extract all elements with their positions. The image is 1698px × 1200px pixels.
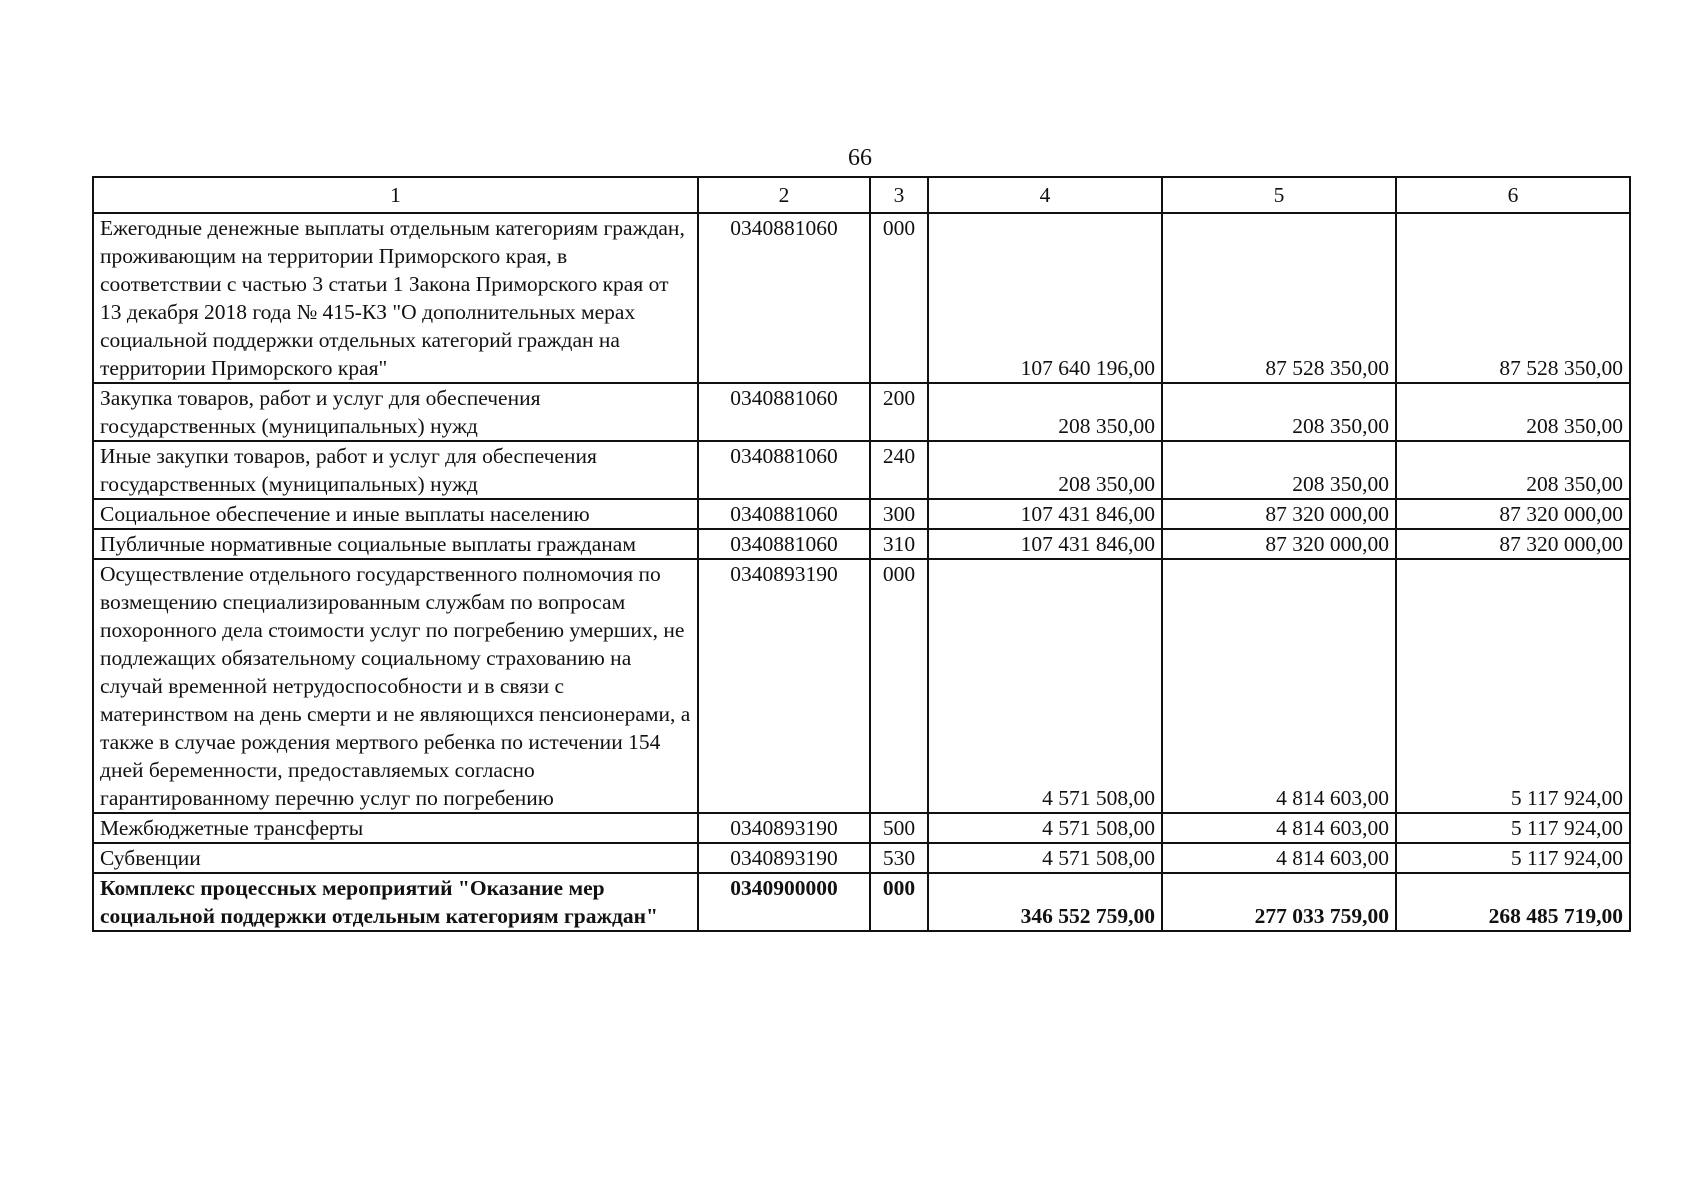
row-amount-year3: 268 485 719,00 [1396,873,1630,931]
row-expense-type: 310 [870,529,928,559]
row-expense-type: 200 [870,383,928,441]
row-amount-year2: 87 320 000,00 [1162,529,1396,559]
table-row [93,499,1630,529]
table-row [93,813,1630,843]
row-amount-year3: 87 320 000,00 [1396,529,1630,559]
column-header: 1 [93,177,698,213]
table-row [93,559,1630,813]
row-amount-year2: 208 350,00 [1162,441,1396,499]
row-name: Публичные нормативные социальные выплаты гражданам [93,529,698,559]
row-target-code: 0340881060 [698,213,870,383]
row-amount-year3: 5 117 924,00 [1396,843,1630,873]
row-amount-year2: 4 814 603,00 [1162,813,1396,843]
table-row [93,213,1630,383]
row-amount-year2: 87 320 000,00 [1162,499,1396,529]
row-amount-year3: 5 117 924,00 [1396,813,1630,843]
row-amount-year1: 208 350,00 [928,441,1162,499]
row-amount-year1: 107 431 846,00 [928,529,1162,559]
row-name: Закупка товаров, работ и услуг для обеспечения государственных (муниципальных) нужд [93,383,698,441]
row-name: Осуществление отдельного государственного полномочия по возмещению специализированным службам по вопросам похоронного дела стоимости услуг по погребению умерших, не подлежащих обязательному социальному страхованию на случай временной нетрудоспособности и в связи с материнством на день смерти и не являющихся пенсионерами, а также в случае рождения мертвого ребенка по истечении 154 дней беременности, предоставляемых согласно гарантированному перечню услуг по погребению [93,559,698,813]
row-expense-type: 000 [870,213,928,383]
row-expense-type: 240 [870,441,928,499]
row-name: Межбюджетные трансферты [93,813,698,843]
budget-table [92,176,1631,932]
row-target-code: 0340881060 [698,529,870,559]
row-target-code: 0340900000 [698,873,870,931]
row-amount-year2: 4 814 603,00 [1162,843,1396,873]
column-header: 6 [1396,177,1630,213]
table-header-row [93,177,1630,213]
row-amount-year1: 346 552 759,00 [928,873,1162,931]
row-target-code: 0340881060 [698,441,870,499]
column-header: 2 [698,177,870,213]
row-amount-year3: 87 528 350,00 [1396,213,1630,383]
row-expense-type: 000 [870,559,928,813]
page-number: 66 [848,145,872,171]
table-row [93,383,1630,441]
row-amount-year2: 277 033 759,00 [1162,873,1396,931]
row-amount-year2: 208 350,00 [1162,383,1396,441]
column-header: 4 [928,177,1162,213]
row-amount-year2: 4 814 603,00 [1162,559,1396,813]
table-row [93,843,1630,873]
table-row [93,441,1630,499]
row-target-code: 0340881060 [698,499,870,529]
row-target-code: 0340881060 [698,383,870,441]
row-amount-year3: 5 117 924,00 [1396,559,1630,813]
row-name: Ежегодные денежные выплаты отдельным категориям граждан, проживающим на территории Приморского края, в соответствии с частью 3 статьи 1 Закона Приморского края от 13 декабря 2018 года № 415-КЗ "О дополнительных мерах социальной поддержки отдельных категорий граждан на территории Приморского края" [93,213,698,383]
column-header: 3 [870,177,928,213]
row-amount-year2: 87 528 350,00 [1162,213,1396,383]
row-name: Субвенции [93,843,698,873]
row-amount-year1: 107 640 196,00 [928,213,1162,383]
row-expense-type: 530 [870,843,928,873]
row-name: Иные закупки товаров, работ и услуг для обеспечения государственных (муниципальных) нужд [93,441,698,499]
row-amount-year1: 208 350,00 [928,383,1162,441]
row-expense-type: 500 [870,813,928,843]
row-amount-year1: 107 431 846,00 [928,499,1162,529]
row-name: Комплекс процессных мероприятий "Оказание мер социальной поддержки отдельным категориям граждан" [93,873,698,931]
table-row [93,529,1630,559]
row-name: Социальное обеспечение и иные выплаты населению [93,499,698,529]
row-amount-year3: 208 350,00 [1396,441,1630,499]
row-target-code: 0340893190 [698,843,870,873]
row-amount-year3: 208 350,00 [1396,383,1630,441]
row-expense-type: 300 [870,499,928,529]
row-amount-year1: 4 571 508,00 [928,843,1162,873]
row-amount-year3: 87 320 000,00 [1396,499,1630,529]
table-row-total [93,873,1630,931]
row-target-code: 0340893190 [698,813,870,843]
column-header: 5 [1162,177,1396,213]
row-expense-type: 000 [870,873,928,931]
row-amount-year1: 4 571 508,00 [928,813,1162,843]
row-amount-year1: 4 571 508,00 [928,559,1162,813]
row-target-code: 0340893190 [698,559,870,813]
